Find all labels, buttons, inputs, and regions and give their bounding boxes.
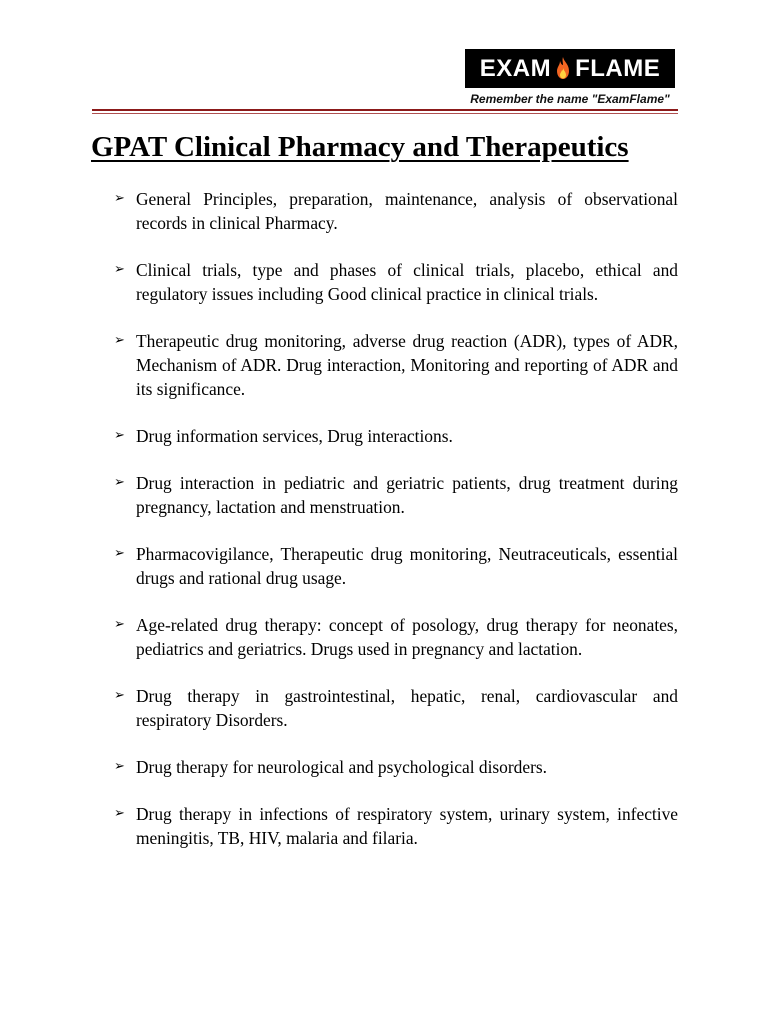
arrow-bullet-icon: ➢ — [114, 191, 125, 206]
topic-text: Clinical trials, type and phases of clinical trials, placebo, ethical and regulatory issues including Good clinical practice in clinical trials. — [136, 260, 678, 304]
list-item — [114, 258, 678, 306]
topic-text: Drug therapy in infections of respiratory system, urinary system, infective meningitis, TB, HIV, malaria and filaria. — [136, 804, 678, 848]
arrow-bullet-icon: ➢ — [114, 475, 125, 490]
arrow-bullet-icon: ➢ — [114, 617, 125, 632]
list-item — [114, 187, 678, 235]
topic-list — [114, 187, 678, 873]
list-item — [114, 613, 678, 661]
list-item — [114, 542, 678, 590]
page-title: GPAT Clinical Pharmacy and Therapeutics — [91, 131, 629, 163]
list-item — [114, 329, 678, 401]
arrow-bullet-icon: ➢ — [114, 759, 125, 774]
arrow-bullet-icon: ➢ — [114, 546, 125, 561]
topic-text: Therapeutic drug monitoring, adverse drug reaction (ADR), types of ADR, Mechanism of ADR. Drug interaction, Monitoring and reporting of ADR and its significance. — [136, 331, 678, 399]
flame-icon — [555, 56, 571, 80]
topic-text: Drug therapy for neurological and psychological disorders. — [136, 757, 547, 777]
list-item — [114, 684, 678, 732]
arrow-bullet-icon: ➢ — [114, 428, 125, 443]
list-item — [114, 755, 678, 779]
topic-text: Drug information services, Drug interactions. — [136, 426, 453, 446]
exam-flame-logo — [465, 49, 675, 88]
list-item — [114, 471, 678, 519]
header-divider — [92, 109, 678, 111]
topic-text: Drug interaction in pediatric and geriatric patients, drug treatment during pregnancy, lactation and menstruation. — [136, 473, 678, 517]
header-divider-thin — [92, 113, 678, 114]
topic-text: Drug therapy in gastrointestinal, hepatic, renal, cardiovascular and respiratory Disorders. — [136, 686, 678, 730]
arrow-bullet-icon: ➢ — [114, 262, 125, 277]
topic-text: Age-related drug therapy: concept of posology, drug therapy for neonates, pediatrics and geriatrics. Drugs used in pregnancy and lactation. — [136, 615, 678, 659]
logo-tagline: Remember the name "ExamFlame" — [470, 92, 670, 106]
list-item — [114, 802, 678, 850]
logo-word-exam: EXAM — [479, 54, 552, 82]
arrow-bullet-icon: ➢ — [114, 806, 125, 821]
topic-text: Pharmacovigilance, Therapeutic drug monitoring, Neutraceuticals, essential drugs and rational drug usage. — [136, 544, 678, 588]
arrow-bullet-icon: ➢ — [114, 333, 125, 348]
logo-word-flame: FLAME — [575, 54, 661, 82]
arrow-bullet-icon: ➢ — [114, 688, 125, 703]
topic-text: General Principles, preparation, maintenance, analysis of observational records in clinical Pharmacy. — [136, 189, 678, 233]
list-item — [114, 424, 678, 448]
